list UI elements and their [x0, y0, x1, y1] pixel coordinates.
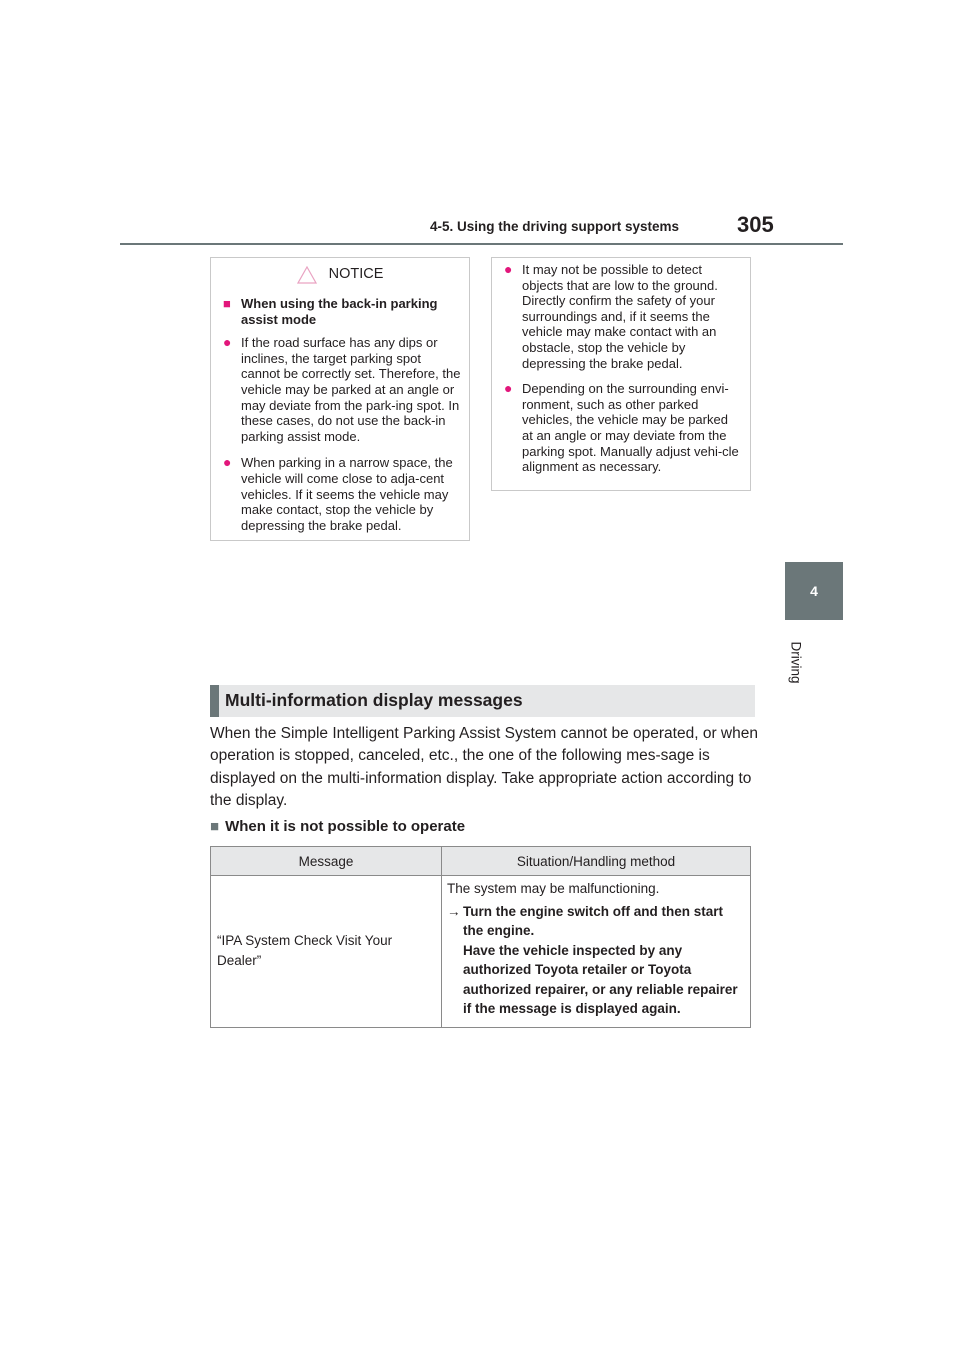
notice-box-right — [491, 257, 751, 491]
notice-box-left — [210, 257, 470, 541]
intro-paragraph: When the Simple Intelligent Parking Assist System cannot be operated, or when operation is stopped, canceled, etc., the one of the following mes-sage is displayed on the multi-information display. Take appropriate action according to the display. — [210, 725, 758, 810]
square-bullet-icon: ■ — [210, 818, 220, 835]
page-number: 305 — [737, 212, 774, 237]
column-header-situation: Situation/Handling method — [442, 847, 751, 876]
handling-method: → Turn the engine switch off and then start the engine. Have the vehicle inspected by any authorized Toyota retailer or Toyota authorized repairer, or any reliable repairer if the message is displayed again. — [447, 902, 744, 1019]
square-bullet-icon: ■ — [223, 296, 231, 311]
subheading: ■ When it is not possible to operate — [210, 818, 466, 835]
circle-bullet-icon: ● — [504, 261, 513, 277]
notice-item: ● Depending on the surrounding envi-ronment, such as other parked vehicles, the vehicle may be parked at an angle or may deviate from the parking spot. Manually adjust vehi-cle alignment as necessary. — [504, 380, 739, 475]
messages-table — [210, 846, 751, 1028]
notice-title-text: NOTICE — [328, 266, 384, 283]
chapter-label: Driving — [788, 641, 804, 684]
header-divider — [120, 243, 843, 245]
circle-bullet-icon: ● — [504, 380, 513, 397]
notice-item: ● When parking in a narrow space, the vehicle will come close to adja-cent vehicles. If it seems the vehicle may make contact, stop the vehicle by depressing the brake pedal. — [223, 454, 453, 533]
notice-heading: ■ When using the back-in parking assist mode — [223, 296, 438, 327]
circle-bullet-icon: ● — [223, 334, 232, 351]
notice-title — [211, 264, 469, 286]
situation-cell — [442, 876, 751, 1028]
table-row — [211, 876, 751, 1028]
situation-text: The system may be malfunctioning. — [447, 881, 660, 896]
circle-bullet-icon: ● — [223, 454, 232, 471]
arrow-right-icon: → — [447, 903, 461, 919]
section-heading — [210, 685, 755, 717]
notice-item: ● If the road surface has any dips or inclines, the target parking spot cannot be correctly set. Therefore, the vehicle may be parked at an angle or may deviate from the park-ing spot. In these cases, do not use the back-in parking assist mode. — [223, 334, 461, 444]
warning-triangle-icon — [297, 266, 317, 284]
table-header-row — [211, 847, 751, 876]
chapter-tab: 4 — [785, 562, 843, 620]
section-title: 4-5. Using the driving support systems — [430, 219, 680, 234]
message-cell: “IPA System Check Visit Your Dealer” — [211, 876, 442, 1028]
notice-item: ● It may not be possible to detect objects that are low to the ground. Directly confirm the safety of your surroundings and, if it seems the vehicle may make contact with an obstacle, stop the vehicle by depressing the brake pedal. — [504, 261, 718, 371]
heading-bar — [210, 685, 219, 717]
section-heading-text: Multi-information display messages — [225, 690, 523, 710]
column-header-message: Message — [211, 847, 442, 876]
